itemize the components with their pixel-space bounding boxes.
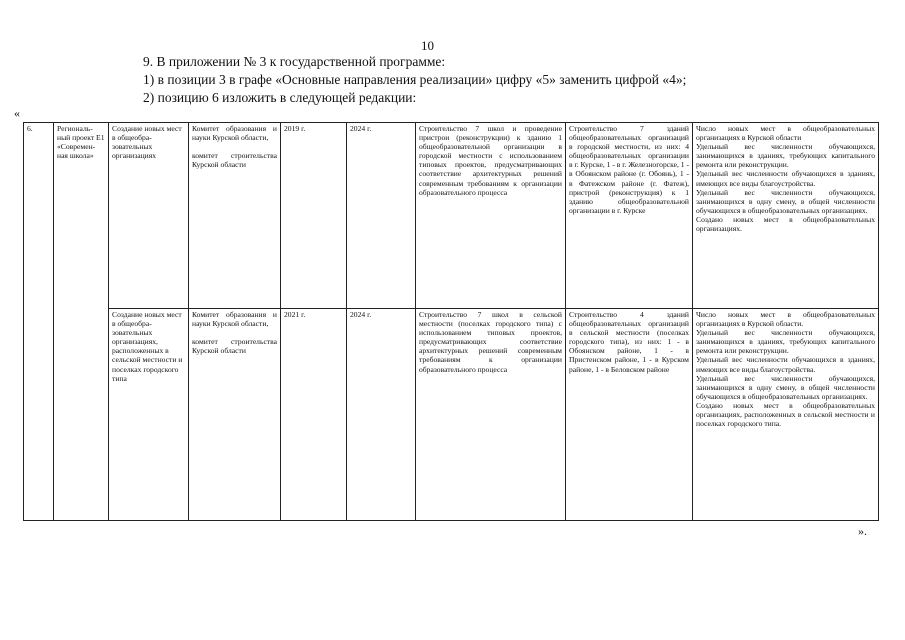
indicator-item: Число новых мест в общеобразовательных организациях в Курской области. xyxy=(696,310,875,329)
project-name: Региональ-ный проект Е1 «Современ-ная школа» xyxy=(54,123,109,521)
intro-line-3: 2) позицию 6 изложить в следующей редакции: xyxy=(143,90,417,105)
indicators-cell xyxy=(693,123,879,309)
row-number: 6. xyxy=(24,123,54,521)
end-year: 2024 г. xyxy=(347,309,416,521)
indicator-item: Число новых мест в общеобразовательных организациях в Курской области xyxy=(696,124,875,143)
page-number: 10 xyxy=(421,38,434,53)
intro-line-2: 1) в позиции 3 в графе «Основные направления реализации» цифру «5» заменить цифрой «4»; xyxy=(143,72,687,87)
program-table xyxy=(23,122,879,521)
indicator-item: Удельный вес численности обучающихся, занимающихся в одну смену, в общей численности обучающихся в общеобразовательных организациях. xyxy=(696,187,875,215)
indicator-item: Удельный вес численности обучающихся в зданиях, имеющих все виды благоустройства. xyxy=(696,355,875,374)
indicator-item: Удельный вес численности обучающихся, занимающихся в зданиях, требующих капитального ремонта или реконструкции. xyxy=(696,142,875,170)
executor-secondary: комитет строительства Курской области xyxy=(192,337,277,356)
closing-quote: ». xyxy=(858,524,867,538)
start-year: 2019 г. xyxy=(281,123,347,309)
indicators-cell xyxy=(693,309,879,521)
table-row xyxy=(24,309,879,521)
executor-secondary: комитет строительства Курской области xyxy=(192,151,277,170)
indicator-item: Удельный вес численности обучающихся в зданиях, имеющих все виды благоустройства. xyxy=(696,169,875,188)
indicator-item: Удельный вес численности обучающихся, занимающихся в зданиях, требующих капитального ремонта или реконструкции. xyxy=(696,328,875,356)
executor-primary: Комитет образования и науки Курской области, xyxy=(192,124,277,143)
indicator-item: Создано новых мест в общеобразовательных организациях. xyxy=(696,214,875,234)
executor-cell xyxy=(189,123,281,309)
executor-cell xyxy=(189,309,281,521)
intro-line-1: 9. В приложении № 3 к государственной программе: xyxy=(143,54,446,69)
table-row xyxy=(24,123,879,309)
indicator-item: Удельный вес численности обучающихся, занимающихся в одну смену, в общей численности обучающихся в общеобразовательных организациях. xyxy=(696,373,875,401)
directions-cell: Строительство 7 школ в сельской местности (поселках городского типа) с использованием типовых проектов, предусматривающих соответствие архитектурных решений современным требованиям к организации образовательного процесса xyxy=(416,309,566,521)
opening-quote: « xyxy=(14,106,20,120)
event-name: Создание новых мест в общеобра-зовательных организациях xyxy=(109,123,189,309)
end-year: 2024 г. xyxy=(347,123,416,309)
results-cell: Строительство 7 зданий общеобразовательных организаций в городской местности, из них: 4 общеобразовательных организации в г. Курске, 1 - в г. Железногорске, 1 - в Обоянском районе (г. Обоянь), 1 - в Фатежском районе (г. Фатеж), пристрой (реконструкция) к 1 зданию общеобразовательной организации в г. Курске xyxy=(566,123,693,309)
results-cell: Строительство 4 зданий общеобразовательных организаций в сельской местности (поселках городского типа), из них: 1 - в Обоянском районе, 1 - в Пристенском районе, 1 - в Курском районе, 1 - в Беловском районе xyxy=(566,309,693,521)
indicator-item: Создано новых мест в общеобразовательных организациях, расположенных в сельской местности и поселках городского типа. xyxy=(696,400,875,429)
executor-primary: Комитет образования и науки Курской области, xyxy=(192,310,277,329)
directions-cell: Строительство 7 школ и проведение пристрои (реконструкции) к зданию 1 общеобразовательной организации в городской местности с использованием типовых проектов, предусматривающих соответствие архитектурных решений современным требованиям к организации образовательного процесса xyxy=(416,123,566,309)
start-year: 2021 г. xyxy=(281,309,347,521)
event-name: Создание новых мест в общеобра-зовательных организациях, расположенных в сельской местности и поселках городского типа xyxy=(109,309,189,521)
